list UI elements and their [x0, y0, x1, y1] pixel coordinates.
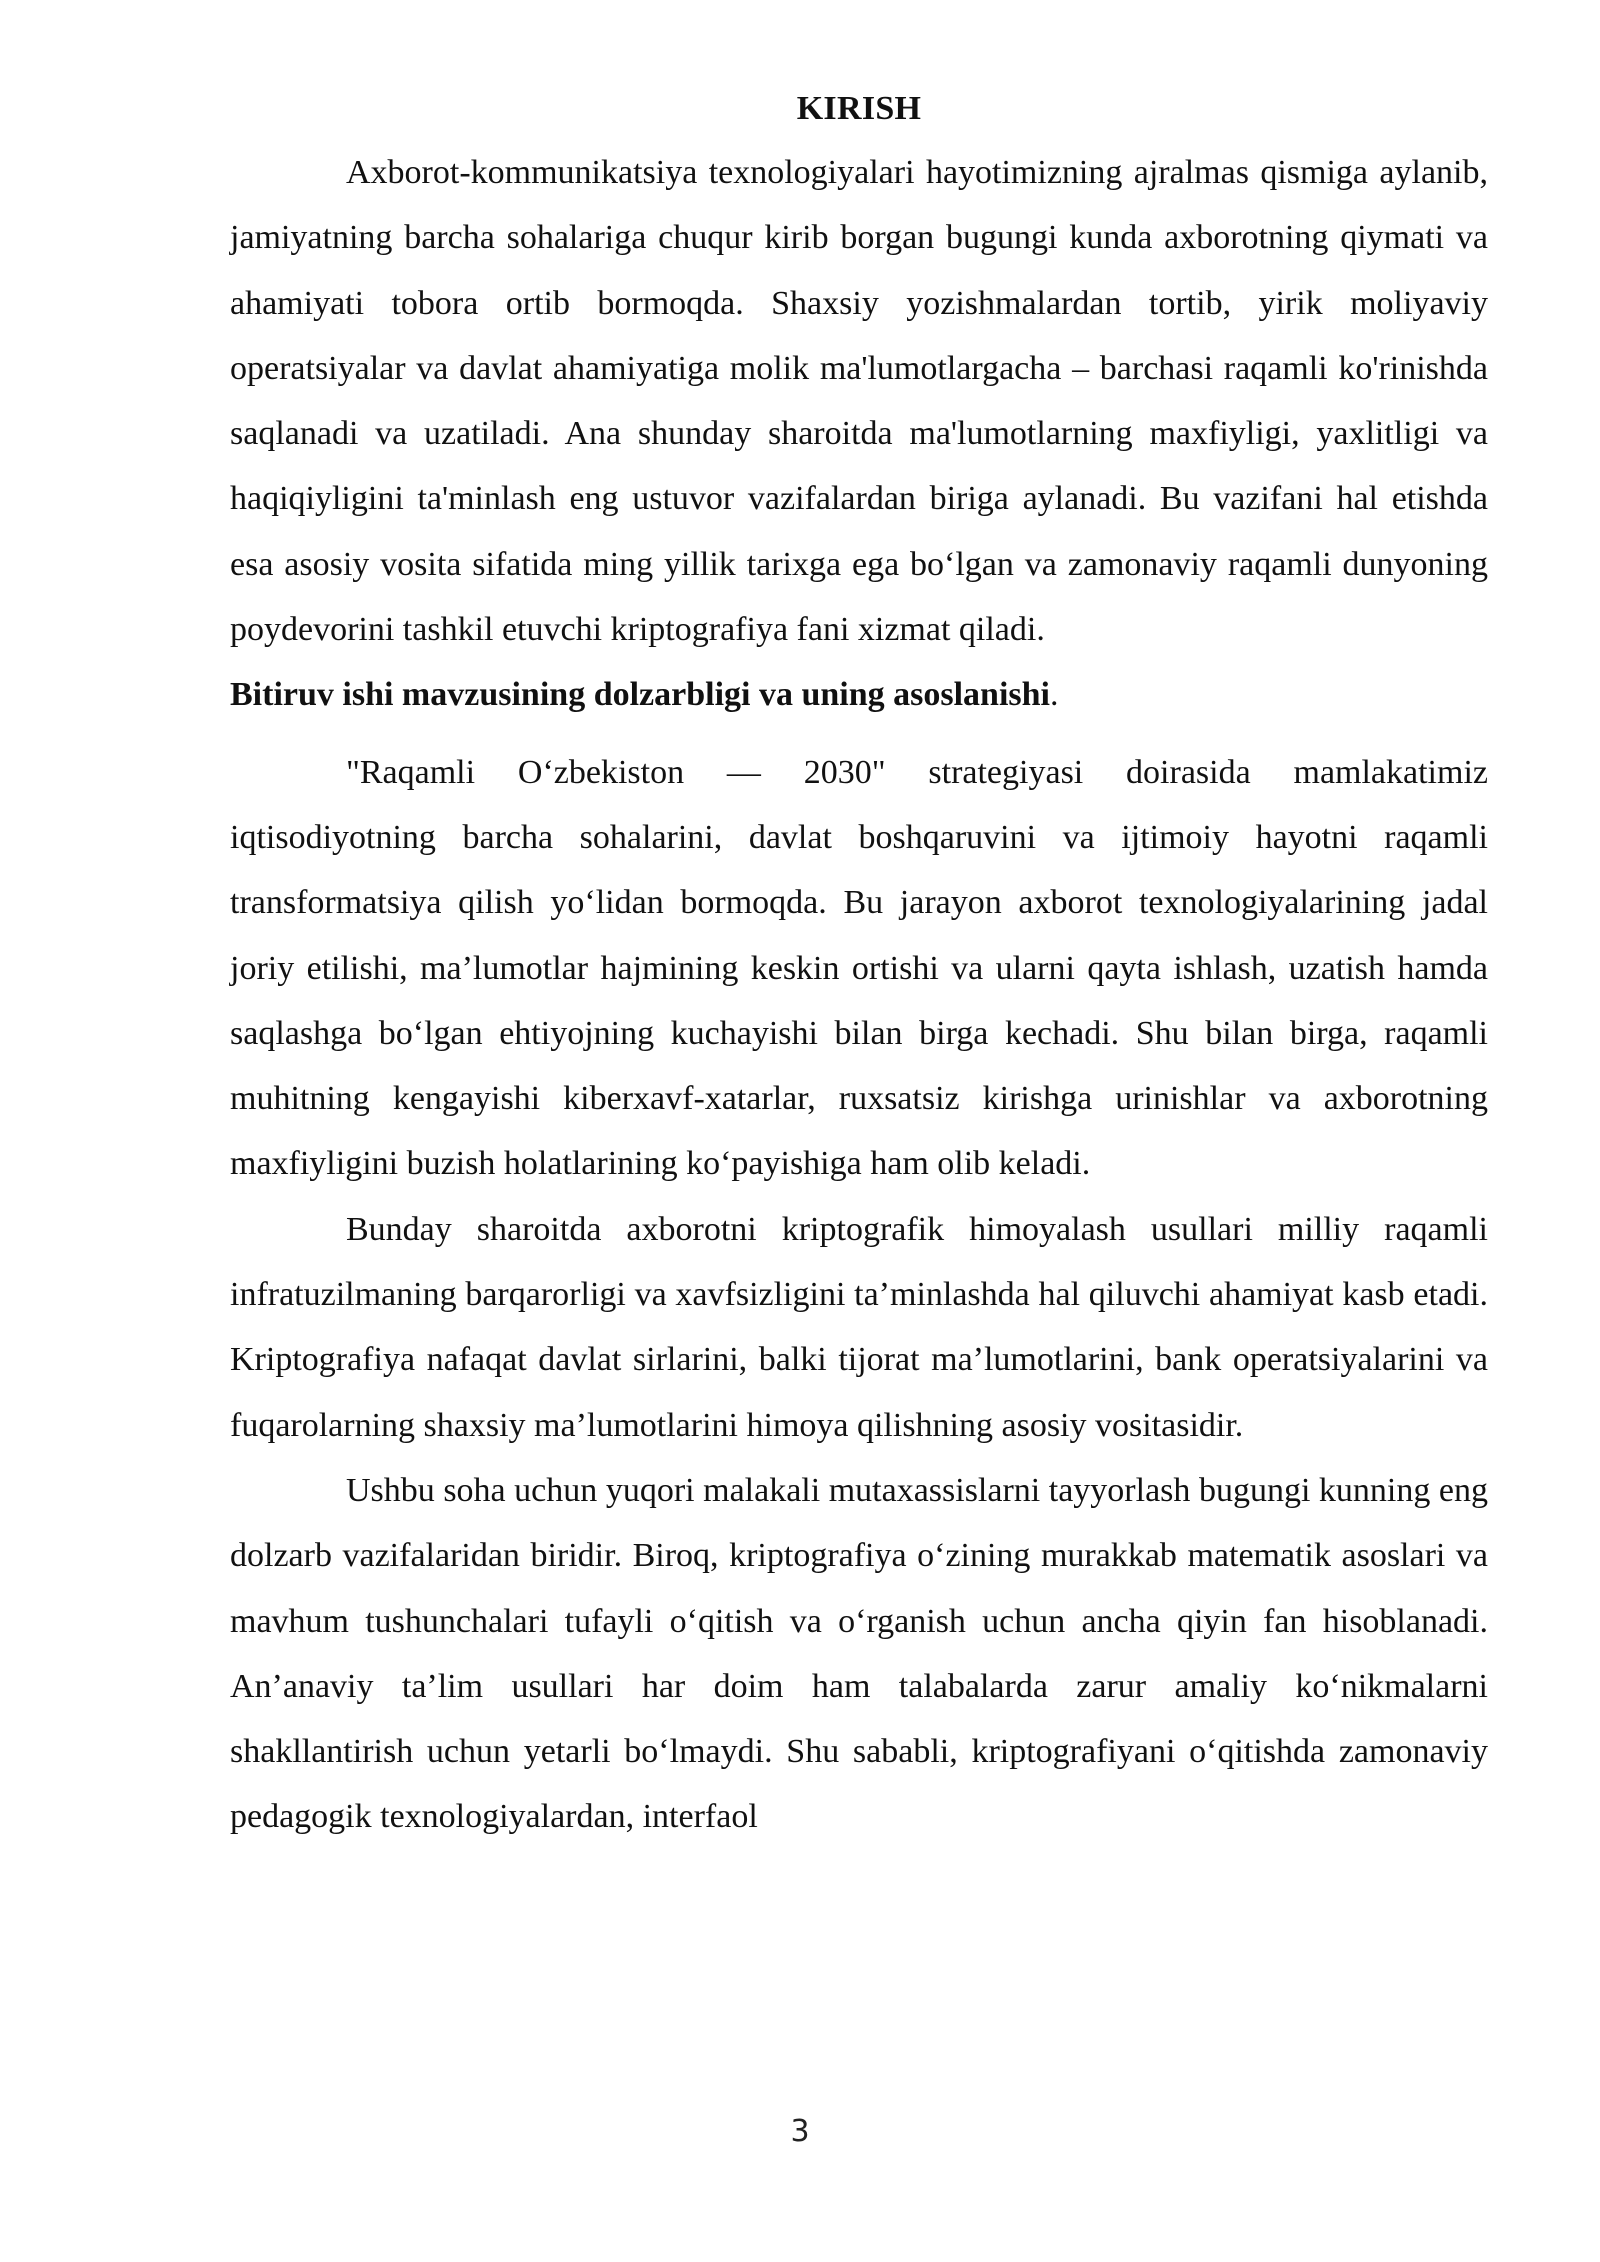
body-paragraph-2: Bunday sharoitda axborotni kriptografik himoyalash usullari milliy raqamli infratuzilmaning barqarorligi va xavfsizligini ta’minlashda hal qiluvchi ahamiyat kasb etadi. Kriptografiya nafaqat davlat sirlarini, balki tijorat ma’lumotlarini, bank operatsiyalarini va fuqarolarning shaxsiy ma’lumotlarini himoya qilishning asosiy vositasidir.	[230, 1210, 1488, 1444]
body-paragraph-1: "Raqamli Oʻzbekiston — 2030" strategiyasi doirasida mamlakatimiz iqtisodiyotning barcha sohalarini, davlat boshqaruvini va ijtimoiy hayotni raqamli transformatsiya qilish yoʻlidan bormoqda. Bu jarayon axborot texnologiyalarining jadal joriy etilishi, ma’lumotlar hajmining keskin ortishi va ularni qayta ishlash, uzatish hamda saqlashga boʻlgan ehtiyojning kuchayishi bilan birga kechadi. Shu bilan birga, raqamli muhitning kengayishi kiberxavf-xatarlar, ruxsatsiz kirishga urinishlar va axborotning maxfiyligini buzish holatlarining koʻpayishiga ham olib keladi.	[230, 753, 1488, 1183]
subheading-trailing-text: .	[1050, 676, 1059, 714]
body-paragraph-3: Ushbu soha uchun yuqori malakali mutaxassislarni tayyorlash bugungi kunning eng dolzarb vazifalaridan biridir. Biroq, kriptografiya oʻzining murakkab matematik asoslari va mavhum tushunchalari tufayli oʻqitish va oʻrganish uchun ancha qiyin fan hisoblanadi. An’anaviy ta’lim usullari har doim ham talabalarda zarur amaliy koʻnikmalarni shakllantirish uchun yetarli boʻlmaydi. Shu sababli, kriptografiyani oʻqitishda zamonaviy pedagogik texnologiyalardan, interfaol	[230, 1471, 1488, 1836]
section-heading: KIRISH	[796, 90, 922, 127]
intro-paragraph: Axborot-kommunikatsiya texnologiyalari hayotimizning ajralmas qismiga aylanib, jamiyatning barcha sohalariga chuqur kirib borgan bugungi kunda axborotning qiymati va ahamiyati tobora ortib bormoqda. Shaxsiy yozishmalardan tortib, yirik moliyaviy operatsiyalar va davlat ahamiyatiga molik ma'lumotlargacha – barchasi raqamli ko'rinishda saqlanadi va uzatiladi. Ana shunday sharoitda ma'lumotlarning maxfiyligi, yaxlitligi va haqiqiyligini ta'minlash eng ustuvor vazifalardan biriga aylanadi. Bu vazifani hal etishda esa asosiy vosita sifatida ming yillik tarixga ega boʻlgan va zamonaviy raqamli dunyoning poydevorini tashkil etuvchi kriptografiya fani xizmat qiladi.	[230, 154, 1488, 649]
page-number: 3	[790, 2114, 810, 2149]
page-content	[230, 78, 1488, 1850]
subheading-bold-text: Bitiruv ishi mavzusining dolzarbligi va uning asoslanishi	[230, 676, 1051, 714]
subheading	[230, 662, 1488, 727]
